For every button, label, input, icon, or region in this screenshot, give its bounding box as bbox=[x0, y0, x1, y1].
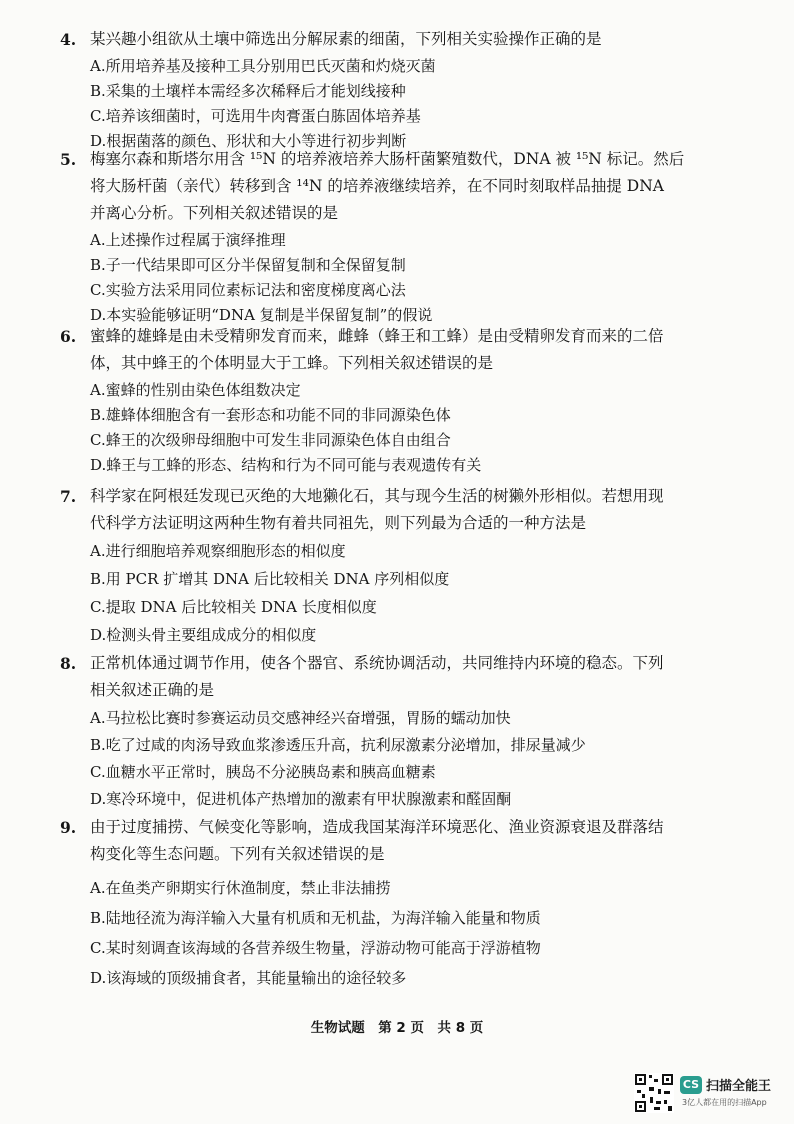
qr-code-icon bbox=[634, 1073, 674, 1113]
camscanner-name: 扫描全能王 bbox=[706, 1079, 772, 1094]
stem-line: 科学家在阿根廷发现已灭绝的大地獭化石，其与现今生活的树獭外形相似。若想用现 bbox=[90, 487, 664, 505]
option-a: A.上述操作过程属于演绎推理 bbox=[90, 231, 286, 249]
option-d: D.根据菌落的颜色、形状和大小等进行初步判断 bbox=[90, 132, 407, 150]
question-6 bbox=[60, 323, 720, 477]
option-c: C.提取 DNA 后比较相关 DNA 长度相似度 bbox=[90, 598, 377, 616]
stem-line: 并离心分析。下列相关叙述错误的是 bbox=[90, 204, 339, 222]
option-c: C.实验方法采用同位素标记法和密度梯度离心法 bbox=[90, 281, 406, 299]
stem-line: 体，其中蜂王的个体明显大于工蜂。下列相关叙述错误的是 bbox=[90, 354, 494, 372]
question-number: 6. bbox=[60, 327, 77, 346]
stem-line: 蜜蜂的雄蜂是由未受精卵发育而来，雌蜂（蜂王和工蜂）是由受精卵发育而来的二倍 bbox=[90, 327, 664, 345]
question-number: 9. bbox=[60, 818, 77, 837]
question-stem bbox=[60, 814, 720, 868]
question-stem bbox=[60, 146, 720, 227]
option-b: B.子一代结果即可区分半保留复制和全保留复制 bbox=[90, 256, 406, 274]
stem-line: 构变化等生态问题。下列有关叙述错误的是 bbox=[90, 845, 385, 863]
stem-line: 将大肠杆菌（亲代）转移到含 ¹⁴N 的培养液继续培养，在不同时刻取样品抽提 DNA bbox=[90, 177, 664, 195]
stem-line: 相关叙述正确的是 bbox=[90, 681, 215, 699]
option-b: B.用 PCR 扩增其 DNA 后比较相关 DNA 序列相似度 bbox=[90, 570, 450, 588]
option-b: B.吃了过咸的肉汤导致血浆渗透压升高，抗利尿激素分泌增加，排尿量减少 bbox=[90, 736, 586, 754]
question-number: 7. bbox=[60, 487, 77, 506]
option-d: D.本实验能够证明“DNA 复制是半保留复制”的假说 bbox=[90, 306, 433, 324]
question-9 bbox=[60, 814, 720, 993]
question-7 bbox=[60, 483, 720, 649]
question-stem bbox=[60, 26, 720, 53]
question-stem bbox=[60, 650, 720, 704]
option-b: B.采集的土壤样本需经多次稀释后才能划线接种 bbox=[90, 82, 406, 100]
page-footer: 生物试题 第 2 页 共 8 页 bbox=[310, 1020, 484, 1036]
option-c: C.蜂王的次级卵母细胞中可发生非同源染色体自由组合 bbox=[90, 431, 451, 449]
question-8 bbox=[60, 650, 720, 812]
option-a: A.马拉松比赛时参赛运动员交感神经兴奋增强，胃肠的蠕动加快 bbox=[90, 709, 511, 727]
stem-line: 正常机体通过调节作用，使各个器官、系统协调活动，共同维持内环境的稳态。下列 bbox=[90, 654, 664, 672]
option-b: B.雄蜂体细胞含有一套形态和功能不同的非同源染色体 bbox=[90, 406, 451, 424]
question-stem bbox=[60, 483, 720, 537]
option-a: A.进行细胞培养观察细胞形态的相似度 bbox=[90, 542, 346, 560]
stem-line: 梅塞尔森和斯塔尔用含 ¹⁵N 的培养液培养大肠杆菌繁殖数代，DNA 被 ¹⁵N 标记。然后 bbox=[90, 150, 685, 168]
option-c: C.血糖水平正常时，胰岛不分泌胰岛素和胰高血糖素 bbox=[90, 763, 436, 781]
option-d: D.蜂王与工蜂的形态、结构和行为不同可能与表观遗传有关 bbox=[90, 456, 482, 474]
stem-line: 由于过度捕捞、气候变化等影响，造成我国某海洋环境恶化、渔业资源衰退及群落结 bbox=[90, 818, 664, 836]
option-a: A.在鱼类产卵期实行休渔制度，禁止非法捕捞 bbox=[90, 879, 391, 897]
question-5 bbox=[60, 146, 720, 327]
option-a: A.蜜蜂的性别由染色体组数决定 bbox=[90, 381, 301, 399]
camscanner-tagline: 3亿人都在用的扫描App bbox=[682, 1098, 767, 1107]
question-number: 5. bbox=[60, 150, 77, 169]
option-d: D.寒冷环境中，促进机体产热增加的激素有甲状腺激素和醛固酮 bbox=[90, 790, 512, 808]
option-c: C.某时刻调查该海域的各营养级生物量，浮游动物可能高于浮游植物 bbox=[90, 939, 541, 957]
stem-line: 代科学方法证明这两种生物有着共同祖先，则下列最为合适的一种方法是 bbox=[90, 514, 587, 532]
question-number: 8. bbox=[60, 654, 77, 673]
stem-line: 某兴趣小组欲从土壤中筛选出分解尿素的细菌，下列相关实验操作正确的是 bbox=[90, 30, 602, 48]
option-c: C.培养该细菌时，可选用牛肉膏蛋白胨固体培养基 bbox=[90, 107, 421, 125]
question-number: 4. bbox=[60, 30, 77, 49]
option-b: B.陆地径流为海洋输入大量有机质和无机盐，为海洋输入能量和物质 bbox=[90, 909, 541, 927]
option-d: D.检测头骨主要组成成分的相似度 bbox=[90, 626, 317, 644]
option-a: A.所用培养基及接种工具分别用巴氏灭菌和灼烧灭菌 bbox=[90, 57, 436, 75]
question-stem bbox=[60, 323, 720, 377]
question-4 bbox=[60, 26, 720, 153]
camscanner-logo: CS bbox=[680, 1076, 702, 1094]
option-d: D.该海域的顶级捕食者，其能量输出的途径较多 bbox=[90, 969, 407, 987]
